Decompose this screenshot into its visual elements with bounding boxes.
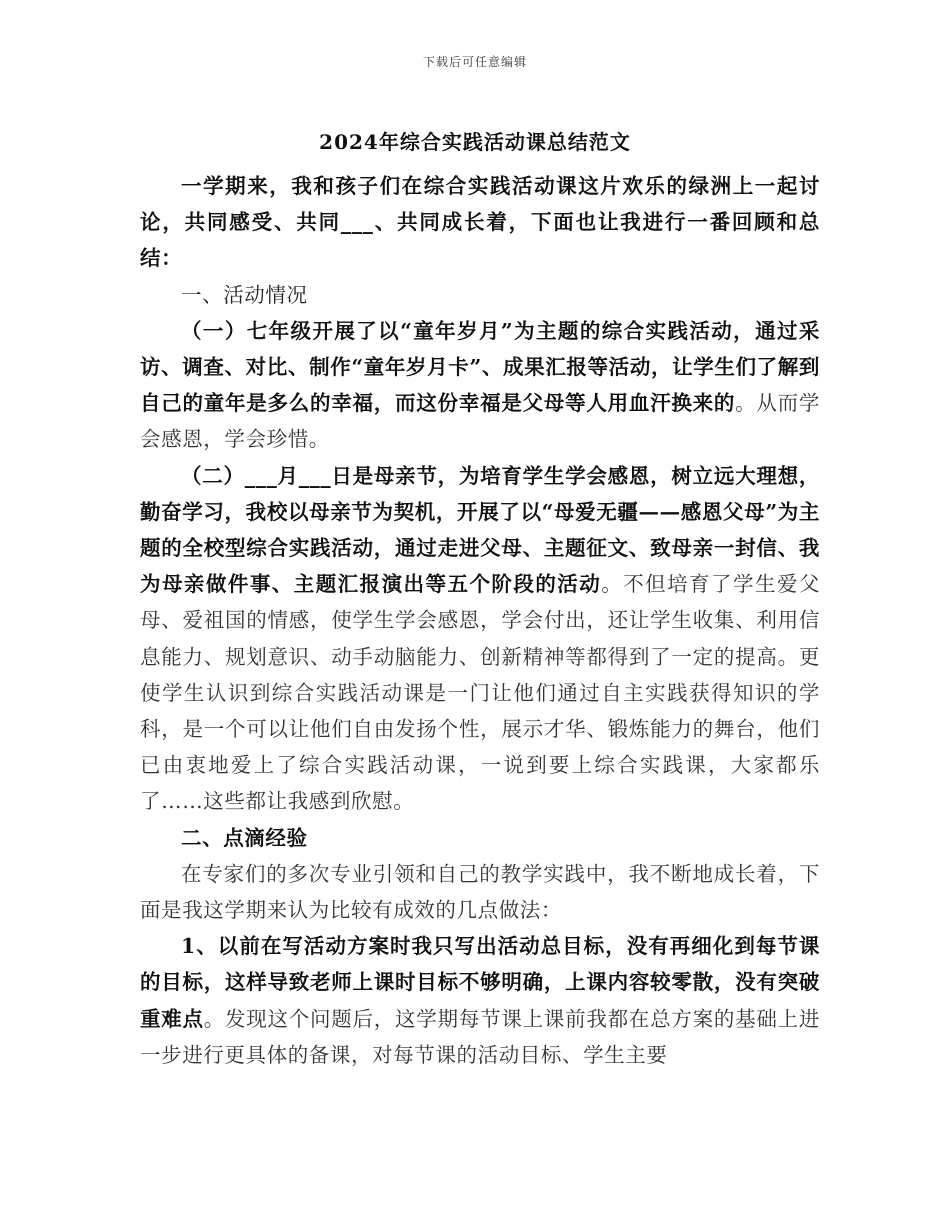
paragraph-experience-1 [140, 928, 820, 1073]
header-note: 下载后可任意编辑 [422, 55, 527, 69]
paragraph-activity-2-bold: （二）___月___日是母亲节，为培育学生学会感恩，树立远大理想，勤奋学习，我校以母亲节为契机，开展了以“母爱无疆——感恩父母”为主题的全校型综合实践活动，通过走进父母、主题征文、致母亲一封信、我为母亲做件事、主题汇报演出等五个阶段的活动 [140, 463, 820, 597]
paragraph-activity-1 [140, 313, 820, 458]
paragraph-experience-intro: 在专家们的多次专业引领和自己的教学实践中，我不断地成长着，下面是我这学期来认为比较有成效的几点做法： [140, 861, 820, 923]
intro-paragraph: 一学期来，我和孩子们在综合实践活动课这片欢乐的绿洲上一起讨论，共同感受、共同___、共同成长着，下面也让我进行一番回顾和总结： [140, 174, 820, 271]
section-heading-experience: 二、点滴经验 [181, 825, 308, 850]
document-body [140, 168, 820, 1073]
paragraph-activity-1-normal: 。从而学会感恩，学会珍惜。 [140, 391, 820, 452]
document-title: 2024年综合实践活动课总结范文 [319, 130, 631, 154]
paragraph-activity-1-bold: （一）七年级开展了以“童年岁月”为主题的综合实践活动，通过采访、调查、对比、制作“童年岁月卡”、成果汇报等活动，让学生们了解到自己的童年是多么的幸福，而这份幸福是父母等人用血汗换来的 [140, 318, 820, 416]
section-heading-activities: 一、活动情况 [181, 282, 308, 307]
paragraph-experience-1-bold: 1、以前在写活动方案时我只写出活动总目标，没有再细化到每节课的目标，这样导致老师上课时目标不够明确，上课内容较零散，没有突破重难点 [140, 934, 820, 1031]
paragraph-experience-1-normal: 。发现这个问题后，这学期每节课上课前我都在总方案的基础上进一步进行更具体的备课，对每节课的活动目标、学生主要 [140, 1006, 820, 1067]
paragraph-activity-2 [140, 458, 820, 820]
paragraph-activity-2-normal: 。不但培育了学生爱父母、爱祖国的情感，使学生学会感恩，学会付出，还让学生收集、利用信息能力、规划意识、动手动脑能力、创新精神等都得到了一定的提高。更使学生认识到综合实践活动课是一门让他们通过自主实践获得知识的学科，是一个可以让他们自由发扬个性，展示才华、锻炼能力的舞台，他们已由衷地爱上了综合实践活动课，一说到要上综合实践课，大家都乐了……这些都让我感到欣慰。 [140, 572, 821, 814]
